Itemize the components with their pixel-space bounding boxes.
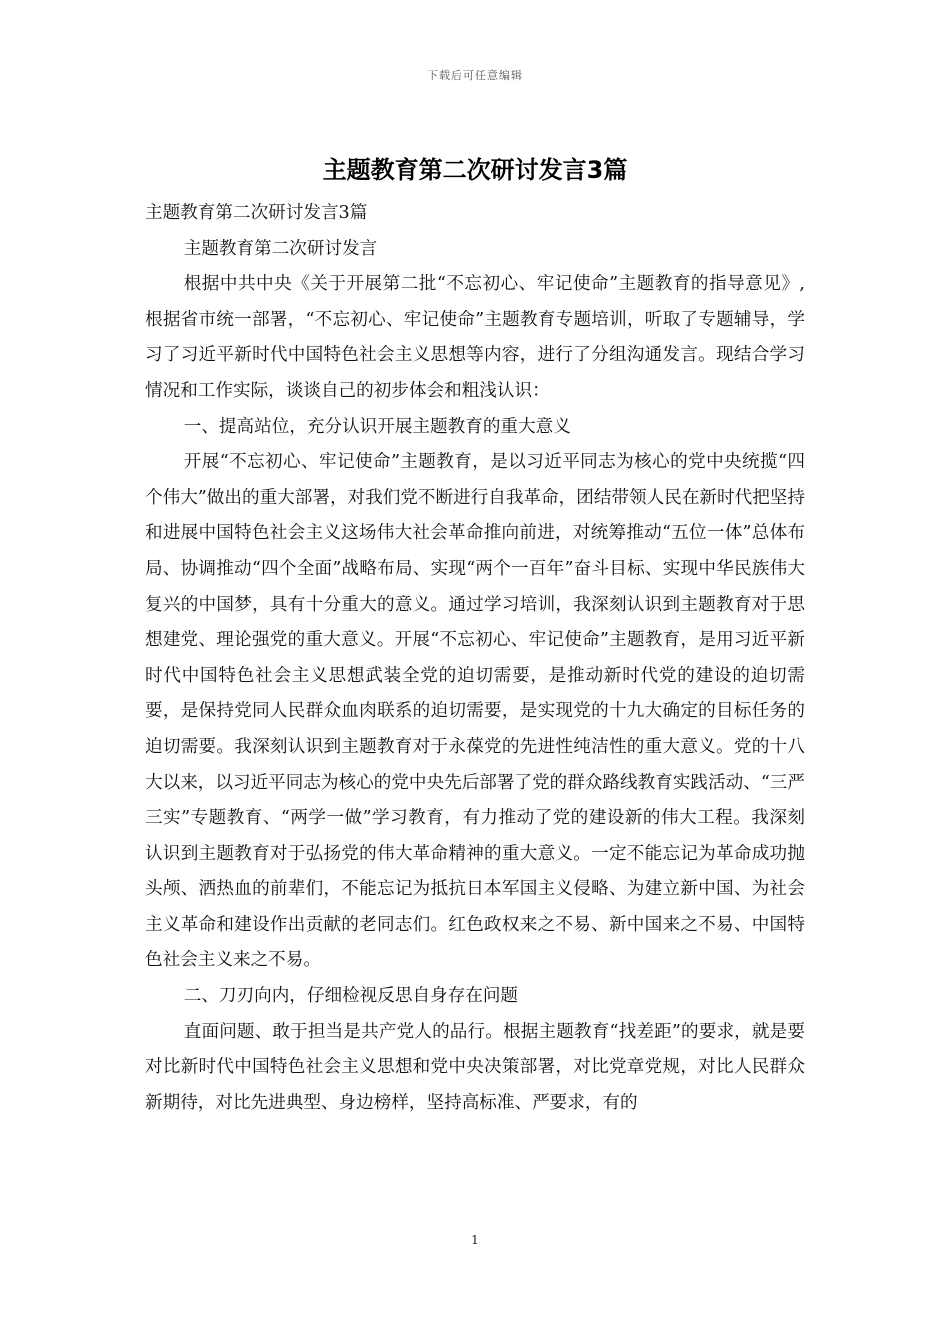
subtitle-line: 主题教育第二次研讨发言3篇: [145, 203, 368, 223]
paragraph: 根据中共中央《关于开展第二批“不忘初心、牢记使命”主题教育的指导意见》,根据省市统一部署，“不忘初心、牢记使命”主题教育专题培训，听取了专题辅导，学习了习近平新时代中国特色社会主义思想等内容，进行了分组沟通发言。现结合学习情况和工作实际，谈谈自己的初步体会和粗浅认识：: [145, 274, 805, 401]
section-heading-2: 二、刀刃向内，仔细检视反思自身存在问题: [183, 986, 519, 1007]
page-header: 下载后可任意编辑: [427, 69, 523, 82]
document-body: [145, 196, 805, 1121]
document-title: 主题教育第二次研讨发言3篇: [322, 156, 628, 184]
section-heading-1: 一、提高站位，充分认识开展主题教育的重大意义: [183, 416, 571, 437]
section-heading: 主题教育第二次研讨发言: [183, 238, 378, 259]
paragraph: 直面问题、敢于担当是共产党人的品行。根据主题教育“找差距”的要求，就是要对比新时代中国特色社会主义思想和党中央决策部署，对比党章党规，对比人民群众新期待，对比先进典型、身边榜样，坚持高标准、严要求，有的: [145, 1021, 805, 1113]
paragraph: 开展“不忘初心、牢记使命”主题教育，是以习近平同志为核心的党中央统揽“四个伟大”做出的重大部署，对我们党不断进行自我革命，团结带领人民在新时代把坚持和进展中国特色社会主义这场伟大社会革命推向前进，对统筹推动“五位一体”总体布局、协调推动“四个全面”战略布局、实现“两个一百年”奋斗目标、实现中华民族伟大复兴的中国梦，具有十分重大的意义。通过学习培训，我深刻认识到主题教育对于思想建党、理论强党的重大意义。开展“不忘初心、牢记使命”主题教育，是用习近平新时代中国特色社会主义思想武装全党的迫切需要，是推动新时代党的建设的迫切需要，是保持党同人民群众血肉联系的迫切需要，是实现党的十九大确定的目标任务的迫切需要。我深刻认识到主题教育对于永葆党的先进性纯洁性的重大意义。党的十八大以来，以习近平同志为核心的党中央先后部署了党的群众路线教育实践活动、“三严三实”专题教育、“两学一做”学习教育，有力推动了党的建设新的伟大工程。我深刻认识到主题教育对于弘扬党的伟大革命精神的重大意义。一定不能忘记为革命成功抛头颅、洒热血的前辈们，不能忘记为抵抗日本军国主义侵略、为建立新中国、为社会主义革命和建设作出贡献的老同志们。红色政权来之不易、新中国来之不易、中国特色社会主义来之不易。: [145, 452, 805, 971]
page-number: 1: [471, 1233, 479, 1247]
